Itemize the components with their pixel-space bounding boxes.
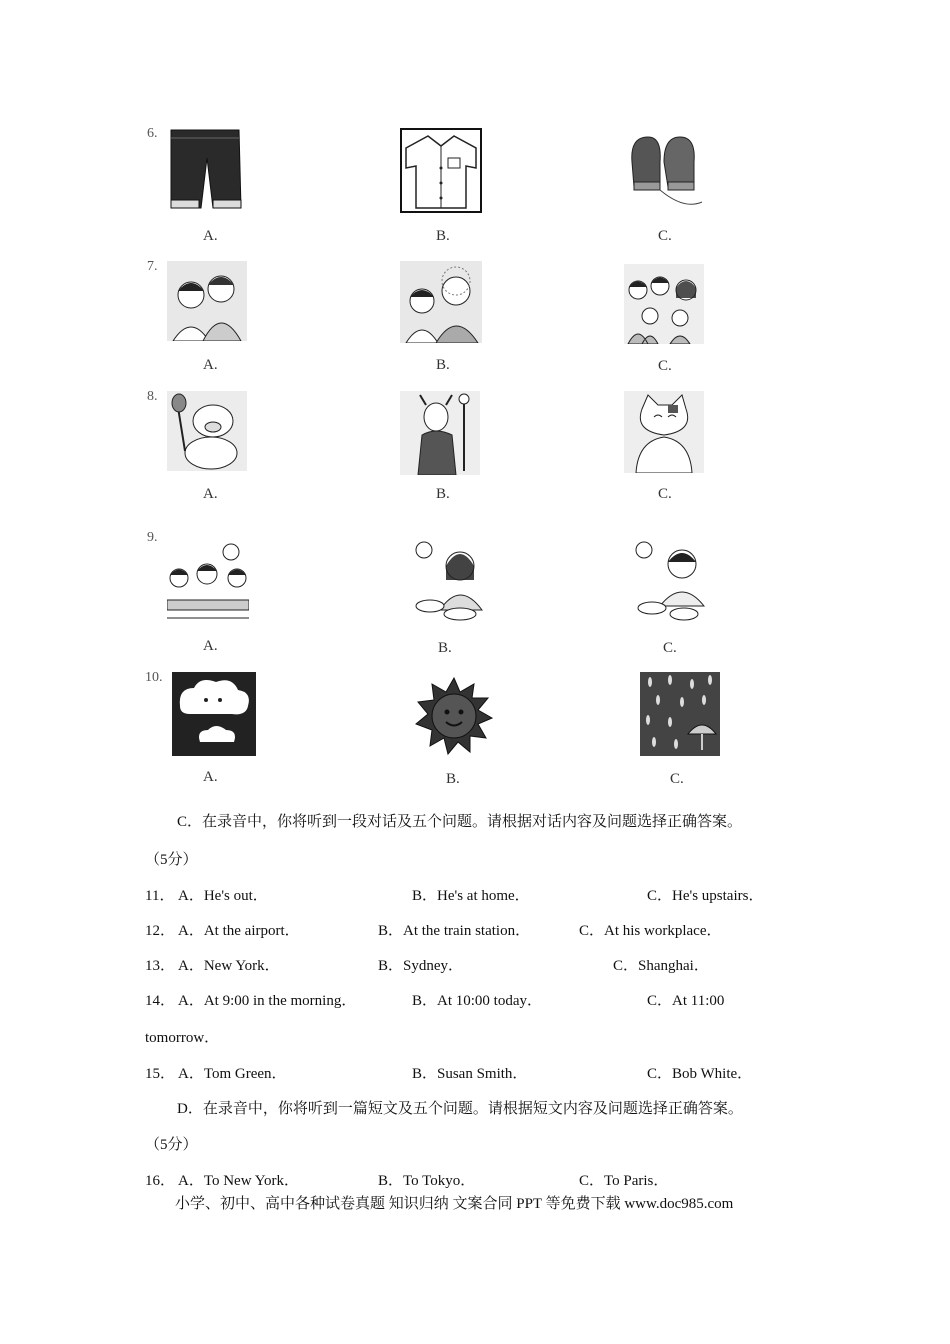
option-label-b: B. — [438, 640, 452, 656]
question-13-option-c: C．Shanghai． — [613, 958, 709, 974]
question-14-option-c-continued: tomorrow． — [145, 1030, 220, 1046]
question-11-option-c: C．He's upstairs． — [647, 888, 764, 904]
option-label-c: C. — [670, 771, 684, 787]
question-number: 10. — [145, 670, 163, 685]
question-15-option-c: C．Bob White． — [647, 1066, 753, 1082]
question-12-option-b: B．At the train station． — [378, 923, 531, 939]
question-12-option-a: A．At the airport． — [178, 923, 300, 939]
shirt-icon — [400, 128, 482, 213]
mittens-icon — [624, 132, 704, 210]
option-label-c: C. — [658, 358, 672, 374]
option-label-a: A. — [203, 769, 218, 785]
question-13-number: 13． — [145, 958, 176, 974]
sunny-icon — [414, 676, 494, 756]
option-label-c: C. — [663, 640, 677, 656]
question-number: 7. — [147, 259, 158, 274]
boy-eating-icon — [630, 540, 710, 624]
question-11-option-a: A．He's out． — [178, 888, 268, 904]
girl-eating-icon — [410, 540, 490, 624]
family-icon — [624, 264, 704, 344]
question-15-number: 15． — [145, 1066, 176, 1082]
option-label-a: A. — [203, 486, 218, 502]
two-people-icon — [167, 261, 247, 341]
question-14-option-a: A．At 9:00 in the morning． — [178, 993, 357, 1009]
question-13-option-a: A．New York． — [178, 958, 280, 974]
option-label-a: A. — [203, 357, 218, 373]
question-number: 9. — [147, 530, 158, 545]
question-16-option-a: A．To New York． — [178, 1173, 300, 1189]
option-label-b: B. — [436, 228, 450, 244]
question-16-number: 16． — [145, 1173, 176, 1189]
question-14-number: 14． — [145, 993, 176, 1009]
pig-icon — [167, 391, 247, 471]
section-d-points: （5分） — [145, 1137, 198, 1153]
section-c-instruction: C．在录音中，你将听到一段对话及五个问题。请根据对话内容及问题选择正确答案。 — [177, 814, 743, 830]
cat-icon — [624, 391, 704, 473]
option-label-a: A. — [203, 638, 218, 654]
option-label-c: C. — [658, 228, 672, 244]
section-d-instruction: D．在录音中，你将听到一篇短文及五个问题。请根据短文内容及问题选择正确答案。 — [177, 1101, 743, 1117]
option-label-b: B. — [446, 771, 460, 787]
question-15-option-b: B．Susan Smith． — [412, 1066, 528, 1082]
page-footer: 小学、初中、高中各种试卷真题 知识归纳 文案合同 PPT 等免费下载 www.doc985.com — [175, 1196, 734, 1212]
rainy-icon — [640, 672, 720, 756]
option-label-c: C. — [658, 486, 672, 502]
question-15-option-a: A．Tom Green． — [178, 1066, 287, 1082]
question-14-option-c: C．At 11:00 — [647, 993, 725, 1009]
question-11-option-b: B．He's at home． — [412, 888, 530, 904]
question-number: 6. — [147, 126, 158, 141]
question-12-number: 12． — [145, 923, 176, 939]
option-label-a: A. — [203, 228, 218, 244]
goat-icon — [400, 391, 480, 475]
question-16-option-c: C．To Paris． — [579, 1173, 669, 1189]
question-16-option-b: B．To Tokyo． — [378, 1173, 476, 1189]
section-c-points: （5分） — [145, 852, 198, 868]
boy-and-grandmother-icon — [400, 261, 482, 343]
children-eating-icon — [167, 542, 249, 622]
question-11-number: 11． — [145, 888, 175, 904]
question-14-option-b: B．At 10:00 today． — [412, 993, 542, 1009]
question-12-option-c: C．At his workplace． — [579, 923, 722, 939]
option-label-b: B. — [436, 357, 450, 373]
question-13-option-b: B．Sydney． — [378, 958, 464, 974]
shorts-icon — [167, 128, 243, 213]
option-label-b: B. — [436, 486, 450, 502]
question-number: 8. — [147, 389, 158, 404]
cloudy-icon — [172, 672, 256, 756]
